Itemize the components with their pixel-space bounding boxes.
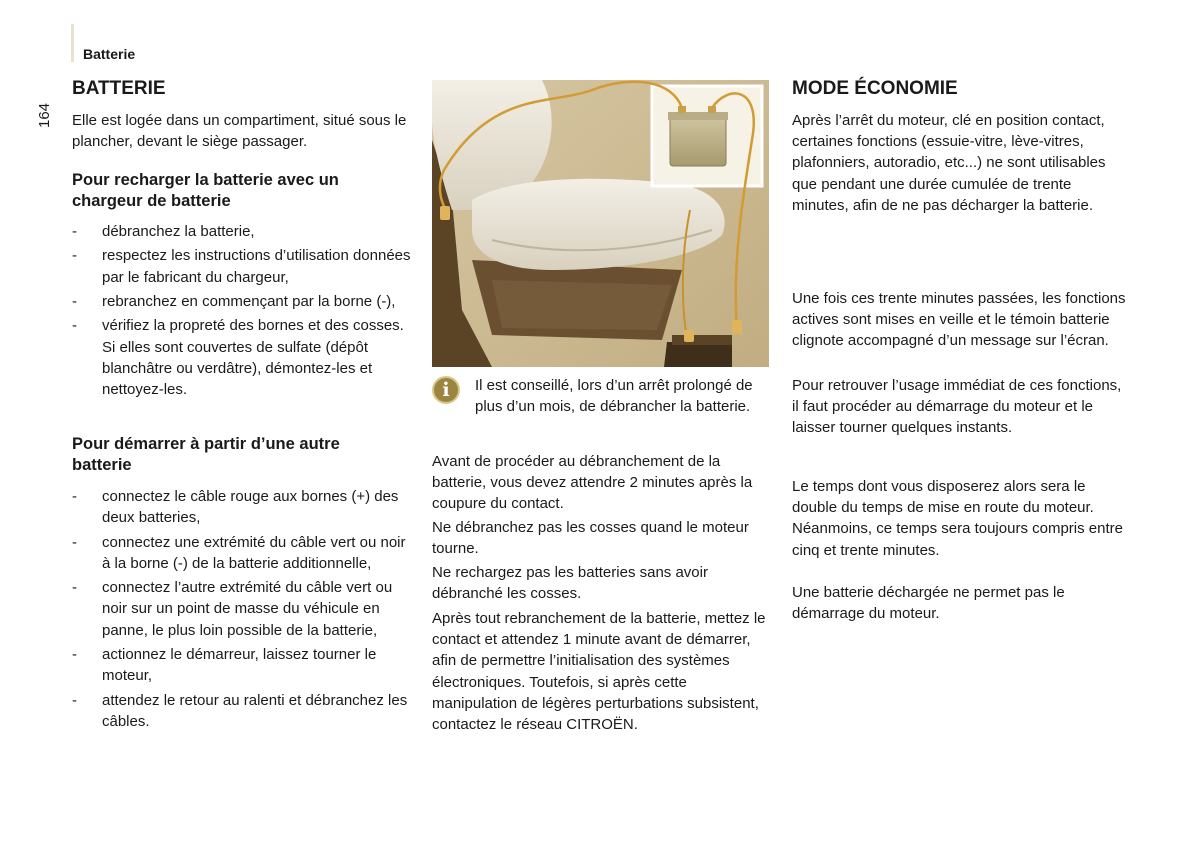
right-paragraph: Une batterie déchargée ne permet pas le démarrage du moteur. — [792, 584, 1065, 623]
jumpstart-subtitle: Pour démarrer à partir d’une autre batterie — [72, 435, 340, 474]
jumpstart-steps-list — [72, 486, 412, 735]
info-icon: i — [432, 376, 460, 404]
list-item: - attendez le retour au ralenti et débranchez les câbles. — [72, 690, 412, 732]
batterie-intro: Elle est logée dans un compartiment, situé sous le plancher, devant le siège passager. — [72, 112, 407, 151]
list-item: - connectez l’autre extrémité du câble vert ou noir sur un point de masse du véhicule en panne, le plus loin possible de la batterie, — [72, 577, 412, 641]
list-item: - débranchez la batterie, — [72, 221, 412, 242]
recharge-steps-list — [72, 221, 412, 403]
recharge-subtitle: Pour recharger la batterie avec un chargeur de batterie — [72, 171, 339, 210]
right-paragraph: Pour retrouver l’usage immédiat de ces fonctions, il faut procéder au démarrage du moteur et le laisser tourner quelques instants. — [792, 377, 1122, 437]
middle-paragraph: Ne rechargez pas les batteries sans avoir débranché les cosses. — [432, 564, 708, 603]
battery-illustration — [432, 80, 769, 367]
right-paragraph: Le temps dont vous disposerez alors sera le double du temps de mise en route du moteur. Néanmoins, ce temps sera toujours compris entre cinq et trente minutes. — [792, 478, 1123, 559]
right-paragraph: Une fois ces trente minutes passées, les fonctions actives sont mises en veille et le témoin batterie clignote accompagné d’un message sur l’écran. — [792, 290, 1126, 350]
page-number: 164 — [36, 102, 53, 128]
middle-paragraph: Après tout rebranchement de la batterie, mettez le contact et attendez 1 minute avant de démarrer, afin de permettre l’initialisation des systèmes électroniques. Toutefois, si après cette manipulation de légères perturbations subsistent, contactez le réseau CITROËN. — [432, 610, 766, 734]
list-item: - vérifiez la propreté des bornes et des cosses. Si elles sont couvertes de sulfate (dépôt blanchâtre ou verdâtre), démontez-les et nettoyez-les. — [72, 315, 412, 400]
section-header: Batterie — [83, 46, 136, 62]
batterie-title: BATTERIE — [72, 78, 166, 99]
list-item: - rebranchez en commençant par la borne (-), — [72, 291, 412, 312]
mode-economie-title: MODE ÉCONOMIE — [792, 78, 958, 99]
list-item: - connectez une extrémité du câble vert ou noir à la borne (-) de la batterie additionnelle, — [72, 532, 412, 574]
list-item: - respectez les instructions d’utilisation données par le fabricant du chargeur, — [72, 245, 412, 287]
list-item: - actionnez le démarreur, laissez tourner le moteur, — [72, 644, 412, 686]
middle-paragraph: Avant de procéder au débranchement de la batterie, vous devez attendre 2 minutes après la coupure du contact. — [432, 453, 753, 513]
info-note: Il est conseillé, lors d’un arrêt prolongé de plus d’un mois, de débrancher la batterie. — [475, 377, 753, 416]
header-accent-bar — [71, 24, 74, 62]
right-paragraph: Après l’arrêt du moteur, clé en position contact, certaines fonctions (essuie-vitre, lève-vitres, plafonniers, autoradio, etc...) ne sont utilisables que pendant une durée cumulée de trente minutes, afin de ne pas décharger la batterie. — [792, 112, 1106, 214]
list-item: - connectez le câble rouge aux bornes (+) des deux batteries, — [72, 486, 412, 528]
middle-paragraph: Ne débranchez pas les cosses quand le moteur tourne. — [432, 519, 749, 558]
